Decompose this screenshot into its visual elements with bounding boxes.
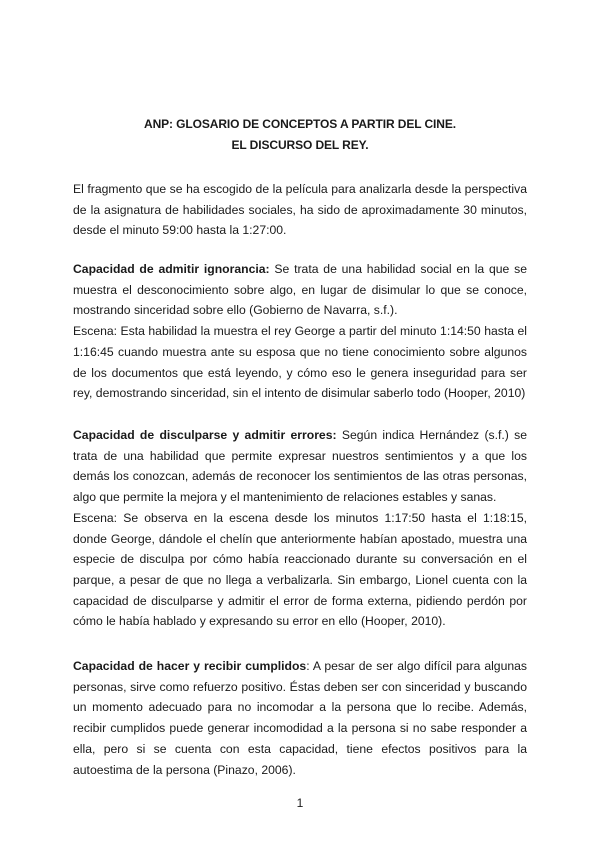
intro-text: El fragmento que se ha escogido de la película para analizarla desde la perspectiva de la asignatura de habilidades sociales, ha sido de aproximadamente 30 minutos, desde el minuto 59:00 hasta la 1:27:00. [73,182,527,238]
term-heading: Capacidad de hacer y recibir cumplidos [73,659,307,673]
definition-text: Se trata de una habilidad social en la que se muestra el desconocimiento sobre algo, en lugar de disimular lo que se conoce, mostrando sinceridad sobre ello (Gobierno de Navarra, s.f.). [73,262,527,318]
scene-paragraph: Escena: Esta habilidad la muestra el rey George a partir del minuto 1:14:50 hasta el 1:16:45 cuando muestra ante su esposa que no tiene conocimiento sobre algunos de los documentos que está leyendo, y cómo eso le genera inseguridad para ser rey, demostrando sinceridad, sin el intento de disimular saberlo todo (Hooper, 2010) [73,324,527,401]
document-title: ANP: GLOSARIO DE CONCEPTOS A PARTIR DEL CINE. [144,117,456,131]
page-number: 1 [296,796,304,810]
section-disculparse [73,425,527,632]
definition-paragraph [73,425,527,508]
term-heading: Capacidad de admitir ignorancia: [73,262,270,276]
definition-text: : A pesar de ser algo difícil para algunas personas, sirve como refuerzo positivo. Éstas deben ser con sinceridad y buscando un momento adecuado para no incomodar a la persona que lo recibe. Además, recibir cumplidos puede generar incomodidad a la persona si no sabe responder a ella, pero si se cuenta con esta capacidad, tiene efectos positivos para la autoestima de la persona (Pinazo, 2006). [73,659,528,777]
section-cumplidos [73,656,527,780]
scene-paragraph: Escena: Se observa en la escena desde los minutos 1:17:50 hasta el 1:18:15, donde George, dándole el chelín que anteriormente habían apostado, muestra una especie de disculpa por cómo había reaccionado durante su conversación en el parque, a pesar de que no llega a verbalizarla. Sin embargo, Lionel cuenta con la capacidad de disculparse y admitir el error de forma externa, pidiendo perdón por cómo le había hablado y expresando su error en ello (Hooper, 2010). [73,510,527,629]
definition-paragraph [73,259,527,321]
definition-text: Según indica Hernández (s.f.) se trata de una habilidad que permite expresar nuestros sentimientos y a que los demás los conozcan, además de reconocer los sentimientos de las otras personas, algo que permite la mejora y el mantenimiento de relaciones estables y sanas. [73,428,527,505]
section-admitir-ignorancia [73,259,527,404]
definition-paragraph [73,656,527,780]
intro-paragraph [73,179,527,241]
term-heading: Capacidad de disculparse y admitir errores: [73,428,337,442]
document-subtitle: EL DISCURSO DEL REY. [231,138,369,152]
